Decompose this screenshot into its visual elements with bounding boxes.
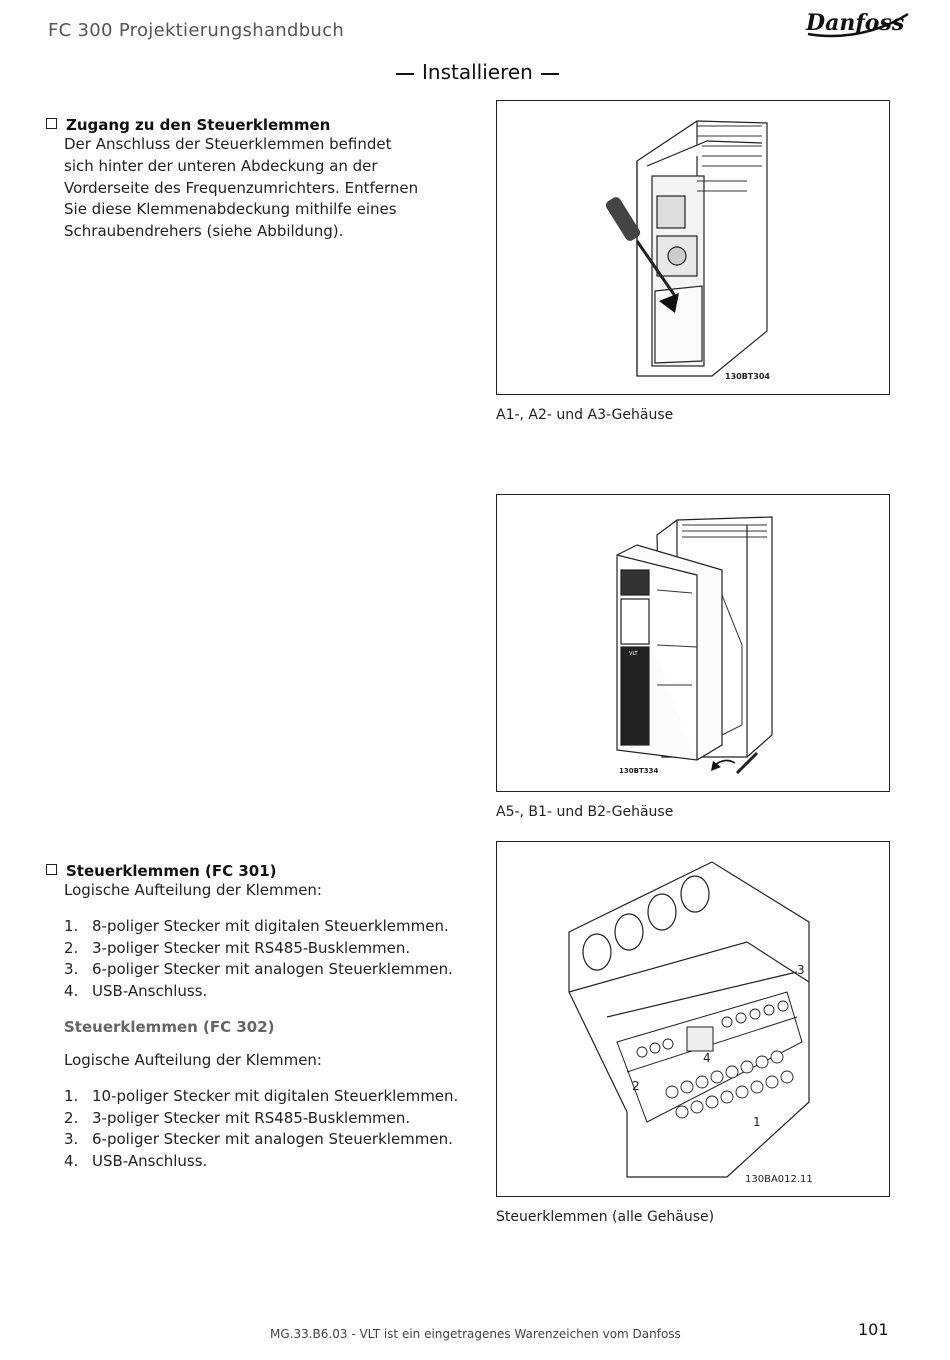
access-line: Vorderseite des Frequenzumrichters. Entfernen [64, 178, 419, 197]
access-heading: Zugang zu den Steuerklemmen [46, 116, 476, 134]
access-line: sich hinter der unteren Abdeckung an der [64, 156, 378, 175]
figure-control-terminals [496, 841, 890, 1197]
fc302-heading: Steuerklemmen (FC 302) [64, 1017, 275, 1036]
document-title: FC 300 Projektierungshandbuch [48, 20, 345, 41]
usb-port-icon [687, 1027, 713, 1051]
page-number: 101 [858, 1320, 889, 1339]
figure-caption: A1-, A2- und A3-Gehäuse [496, 407, 674, 423]
fc301-intro: Logische Aufteilung der Klemmen: [64, 881, 322, 899]
list-item: 3. 6-poliger Stecker mit analogen Steuerklemmen. [64, 960, 453, 979]
figure-a1-a3-enclosure [496, 100, 890, 395]
list-item: 4. USB-Anschluss. [64, 982, 208, 1001]
list-item: 1. 10-poliger Stecker mit digitalen Steuerklemmen. [64, 1086, 459, 1105]
bullet-square-icon [46, 864, 57, 875]
access-line: Der Anschluss der Steuerklemmen befindet [64, 135, 392, 153]
fc302-intro: Logische Aufteilung der Klemmen: [64, 1050, 322, 1069]
bullet-square-icon [46, 118, 57, 129]
figure-code: 130BA012.11 [745, 1174, 813, 1185]
drive-a-illustration [497, 101, 889, 394]
svg-text:Danfoss: Danfoss [806, 10, 905, 36]
figure-code: 130BT304 [725, 372, 770, 381]
terminals-section [46, 862, 486, 1173]
figure-a5-b2-enclosure [496, 494, 890, 792]
vlt-label: VLT [629, 651, 638, 657]
list-item: 4. USB-Anschluss. [64, 1152, 208, 1171]
list-item: 3. 6-poliger Stecker mit analogen Steuerklemmen. [64, 1130, 453, 1149]
footer-text: MG.33.B6.03 - VLT ist ein eingetragenes Warenzeichen vom Danfoss [270, 1327, 681, 1341]
danfoss-logo [800, 4, 912, 44]
list-item: 1. 8-poliger Stecker mit digitalen Steuerklemmen. [64, 916, 449, 935]
callout-4: 4 [703, 1051, 711, 1065]
drive-b-illustration [497, 495, 889, 791]
access-line: Sie diese Klemmenabdeckung mithilfe eines [64, 200, 397, 219]
terminals-illustration [497, 842, 889, 1196]
access-text [46, 134, 476, 243]
callout-2: 2 [632, 1079, 640, 1093]
fc301-heading: Steuerklemmen (FC 301) [46, 862, 486, 880]
section-title-text: Installieren [422, 60, 533, 84]
access-line: Schraubendrehers (siehe Abbildung). [64, 222, 344, 241]
access-section [46, 116, 476, 243]
fc301-list [46, 916, 486, 1003]
figure-caption: A5-, B1- und B2-Gehäuse [496, 804, 674, 820]
callout-3: 3 [797, 963, 805, 977]
callout-1: 1 [753, 1115, 761, 1129]
list-item: 2. 3-poliger Stecker mit RS485-Busklemmen. [64, 938, 411, 957]
list-item: 2. 3-poliger Stecker mit RS485-Busklemmen. [64, 1108, 411, 1127]
fc302-list [46, 1086, 486, 1173]
figure-caption: Steuerklemmen (alle Gehäuse) [496, 1209, 715, 1225]
section-title [388, 60, 567, 84]
figure-code: 130BT334 [619, 767, 659, 775]
